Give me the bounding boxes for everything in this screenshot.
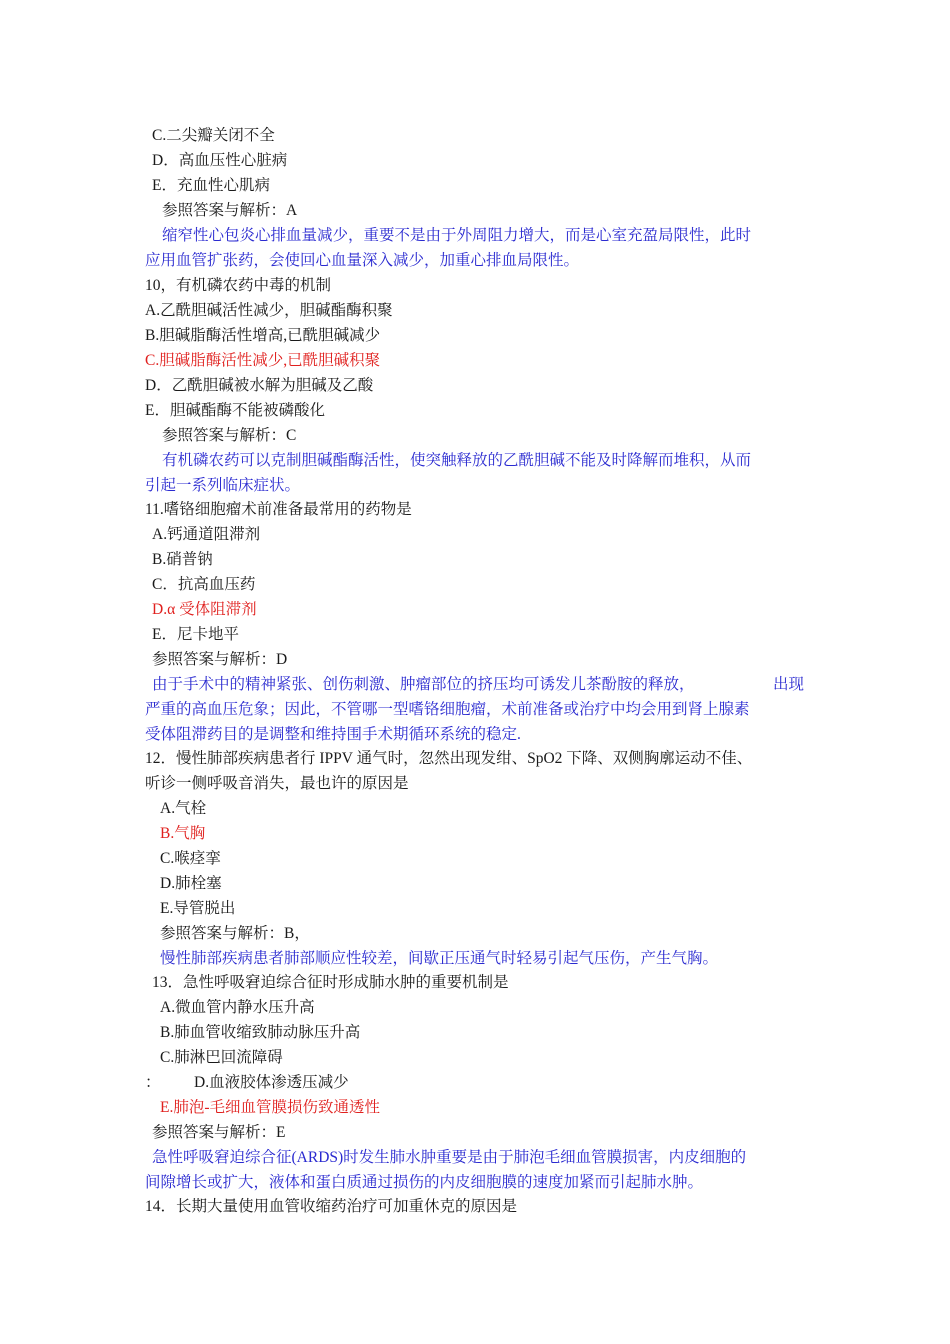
q11-explanation-line-2: 严重的高血压危象；因此，不管哪一型嗜铬细胞瘤，术前准备或治疗中均会用到肾上腺素 xyxy=(145,701,750,718)
q11-stem: 11.嗜铬细胞瘤术前准备最常用的药物是 xyxy=(145,501,412,518)
q12-answer: 参照答案与解析：B， xyxy=(160,925,310,942)
q11-option-c: C．抗高血压药 xyxy=(152,576,256,593)
q9-explanation-line-1: 缩窄性心包炎心排血量减少，重要不是由于外周阻力增大，而是心室充盈局限性，此时 xyxy=(162,227,752,244)
q13-option-c: C.肺淋巴回流障碍 xyxy=(160,1049,283,1066)
q13-option-a: A.微血管内静水压升高 xyxy=(160,999,315,1016)
q13-answer: 参照答案与解析：E xyxy=(152,1124,286,1141)
q13-option-d: D.血液胶体渗透压减少 xyxy=(194,1074,349,1091)
q9-option-d: D．高血压性心脏病 xyxy=(152,152,288,169)
q12-option-e: E.导管脱出 xyxy=(160,900,236,917)
q9-option-c: C.二尖瓣关闭不全 xyxy=(152,127,275,144)
q11-option-e: E．尼卡地平 xyxy=(152,626,239,643)
q9-option-e: E．充血性心肌病 xyxy=(152,177,270,194)
q9-explanation-line-2: 应用血管扩张药，会使回心血量深入减少，加重心排血局限性。 xyxy=(145,252,580,269)
q13-option-d-prefix: ： xyxy=(145,1074,161,1091)
q11-answer: 参照答案与解析：D xyxy=(152,651,288,668)
q10-option-d: D．乙酰胆碱被水解为胆碱及乙酸 xyxy=(145,377,374,394)
q13-stem: 13．急性呼吸窘迫综合征时形成肺水肿的重要机制是 xyxy=(152,974,509,991)
q11-option-b: B.硝普钠 xyxy=(152,551,213,568)
q13-explanation-line-1: 急性呼吸窘迫综合征(ARDS)时发生肺水肿重要是由于肺泡毛细血管膜损害，内皮细胞的 xyxy=(152,1149,747,1166)
q9-answer: 参照答案与解析：A xyxy=(162,202,298,219)
q11-explanation-line-3: 受体阻滞药目的是调整和维持围手术期循环系统的稳定. xyxy=(145,726,521,743)
q11-explanation-line-1b: 出现 xyxy=(773,676,805,693)
q11-explanation-line-1a: 由于手术中的精神紧张、创伤刺激、肿瘤部位的挤压均可诱发儿茶酚胺的释放， xyxy=(152,676,695,693)
q10-option-b: B.胆碱脂酶活性增高,已酰胆碱减少 xyxy=(145,327,381,344)
q11-option-d-correct: D.α 受体阻滞剂 xyxy=(152,601,257,618)
q13-option-b: B.肺血管收缩致肺动脉压升高 xyxy=(160,1024,361,1041)
q10-explanation-line-2: 引起一系列临床症状。 xyxy=(145,477,301,494)
q12-stem-line-2: 听诊一侧呼吸音消失，最也许的原因是 xyxy=(145,775,409,792)
q10-option-e: E．胆碱酯酶不能被磷酸化 xyxy=(145,402,325,419)
q12-option-a: A.气栓 xyxy=(160,800,207,817)
q12-option-d: D.肺栓塞 xyxy=(160,875,222,892)
q10-option-a: A.乙酰胆碱活性减少，胆碱酯酶积聚 xyxy=(145,302,393,319)
q12-explanation-line-1: 慢性肺部疾病患者肺部顺应性较差，间歇正压通气时轻易引起气压伤，产生气胸。 xyxy=(160,950,719,967)
q12-stem-line-1: 12．慢性肺部疾病患者行 IPPV 通气时，忽然出现发绀、SpO2 下降、双侧胸廓运动不佳、 xyxy=(145,750,753,767)
q12-option-c: C.喉痉挛 xyxy=(160,850,221,867)
q13-explanation-line-2: 间隙增长或扩大，液体和蛋白质通过损伤的内皮细胞膜的速度加紧而引起肺水肿。 xyxy=(145,1174,704,1191)
q11-option-a: A.钙通道阻滞剂 xyxy=(152,526,261,543)
q14-stem: 14．长期大量使用血管收缩药治疗可加重休克的原因是 xyxy=(145,1198,518,1215)
q12-option-b-correct: B.气胸 xyxy=(160,825,206,842)
q13-option-e-correct: E.肺泡-毛细血管膜损伤致通透性 xyxy=(160,1099,381,1116)
q10-answer: 参照答案与解析：C xyxy=(162,427,297,444)
q10-explanation-line-1: 有机磷农药可以克制胆碱酯酶活性，使突触释放的乙酰胆碱不能及时降解而堆积，从而 xyxy=(162,452,752,469)
q10-option-c-correct: C.胆碱脂酶活性减少,已酰胆碱积聚 xyxy=(145,352,381,369)
q10-stem: 10，有机磷农药中毒的机制 xyxy=(145,277,332,294)
